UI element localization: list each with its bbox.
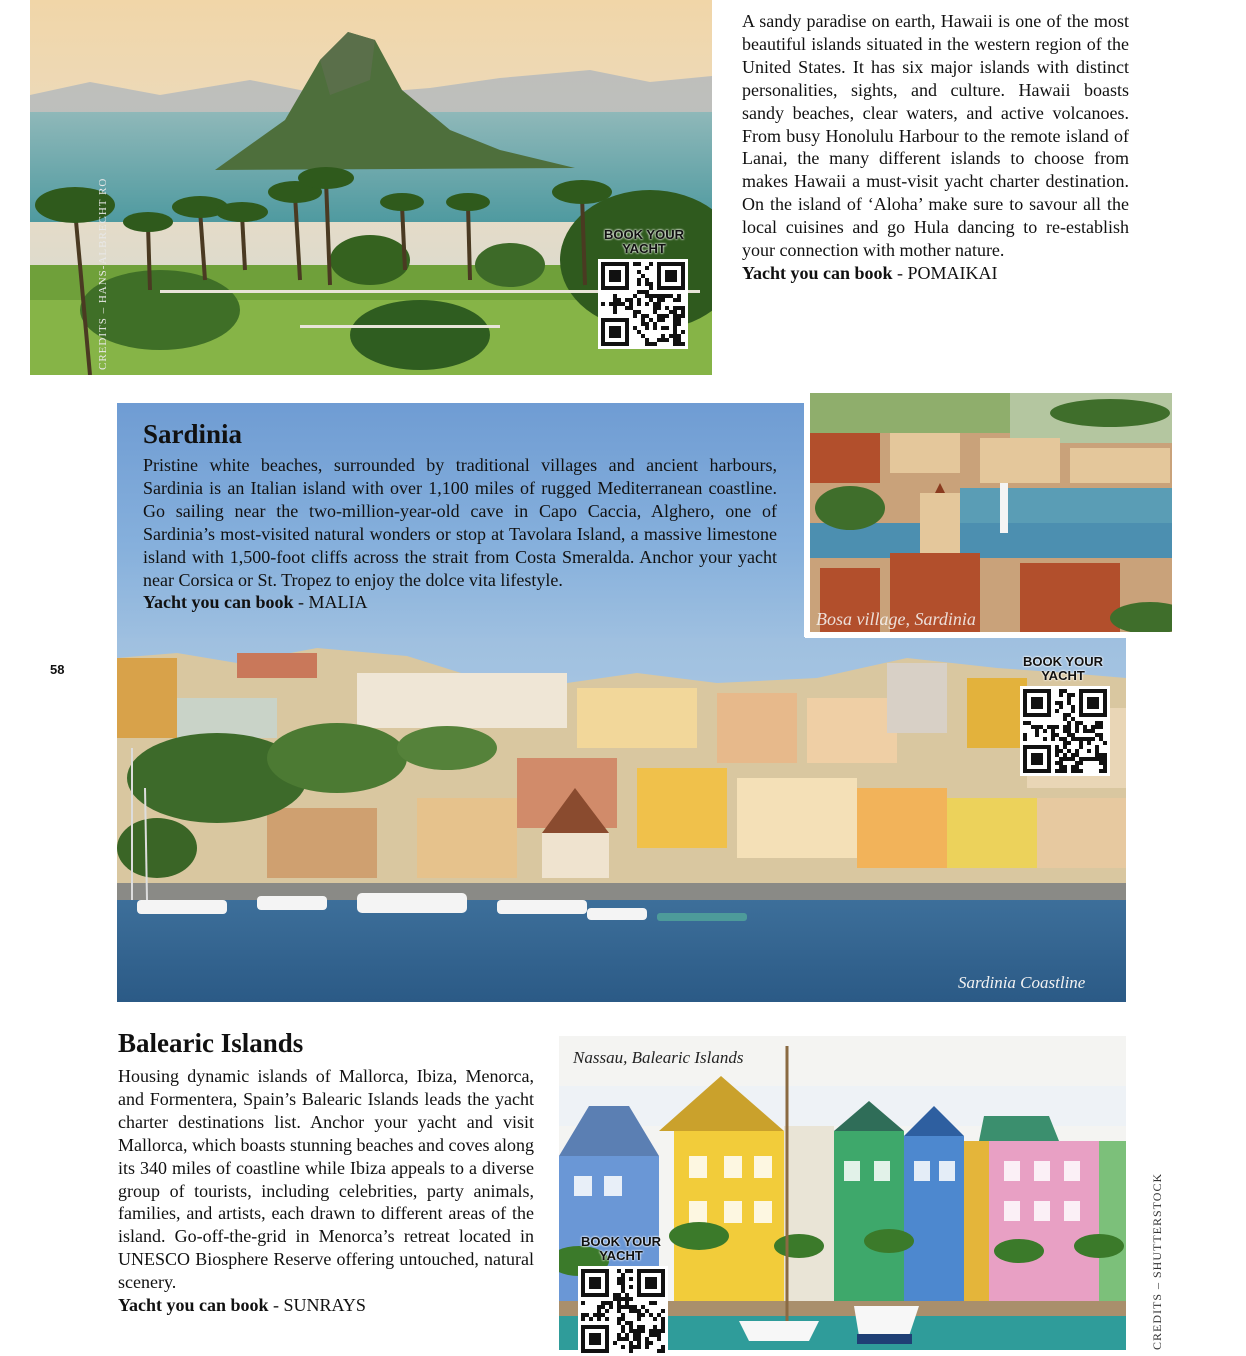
balearic-qr-label-line1: BOOK YOUR (581, 1234, 661, 1249)
balearic-qr-code[interactable] (578, 1266, 668, 1356)
balearic-yacht-name: - SUNRAYS (273, 1295, 366, 1316)
sardinia-article (143, 421, 777, 614)
shutterstock-credit: CREDITS – SHUTTERSTOCK (1150, 1172, 1164, 1350)
sardinia-title: Sardinia (143, 419, 243, 449)
balearic-qr-label-line2: YACHT (599, 1248, 643, 1263)
sardinia-qr-code[interactable] (1020, 686, 1110, 776)
balearic-yacht-line (118, 1294, 534, 1317)
hawaii-qr-code[interactable] (598, 259, 688, 349)
sardinia-yacht-line (143, 591, 777, 614)
hawaii-qr-label-line2: YACHT (622, 241, 666, 256)
sardinia-yacht-label: Yacht you can book (143, 592, 294, 613)
hawaii-article (742, 10, 1129, 285)
sardinia-qr-label-line1: BOOK YOUR (1023, 654, 1103, 669)
hawaii-qr-label (596, 228, 692, 256)
hawaii-qr-label-line1: BOOK YOUR (604, 227, 684, 242)
sardinia-qr-label (1015, 655, 1111, 683)
hawaii-yacht-label: Yacht you can book (742, 262, 893, 283)
balearic-paragraph: Housing dynamic islands of Mallorca, Ibiza, Menorca, and Formentera, Spain’s Balearic Islands leads the yacht charter destinations list. Anchor your yacht and visit Mallorca, which boasts stunning beaches and coves along its 340 miles of coastline while Ibiza appeals to a diverse group of tourists, including celebrities, party animals, families, and artists, each drawn to different areas of the island. Go-off-the-grid in Menorca’s retreat located in UNESCO Biosphere Reserve offering untouched, natural scenery. (118, 1066, 534, 1293)
sardinia-qr-label-line2: YACHT (1041, 668, 1085, 683)
hawaii-yacht-name: - POMAIKAI (897, 262, 998, 283)
hawaii-photo-credit: CREDITS – HANS-ALBRECHT RO (97, 177, 109, 370)
sardinia-coast-caption: Sardinia Coastline (958, 973, 1086, 992)
sardinia-coast-photo (117, 638, 1126, 1002)
sardinia-yacht-name: - MALIA (298, 592, 368, 613)
sardinia-paragraph: Pristine white beaches, surrounded by traditional villages and ancient harbours, Sardinia is an Italian island with over 1,100 miles of rugged Mediterranean coastline. Go sailing near the two-million-year-old cave in Capo Caccia, Alghero, one of Sardinia’s most-visited natural wonders or stop at Tavolara Island, a massive limestone island with 1,500-foot cliffs across the strait from Costa Smeralda. Anchor your yacht near Corsica or St. Tropez to enjoy the dolce vita lifestyle. (143, 455, 777, 590)
balearic-title: Balearic Islands (118, 1028, 304, 1058)
page-number: 58 (50, 662, 65, 677)
balearic-qr-label (573, 1235, 669, 1263)
sardinia-inset-photo (810, 393, 1172, 632)
balearic-article (118, 1030, 534, 1317)
hawaii-yacht-line (742, 262, 1129, 285)
balearic-yacht-label: Yacht you can book (118, 1295, 269, 1316)
sardinia-inset-caption: Bosa village, Sardinia (816, 609, 976, 629)
balearic-photo-caption: Nassau, Balearic Islands (573, 1048, 744, 1067)
hawaii-paragraph: A sandy paradise on earth, Hawaii is one of the most beautiful islands situated in the western region of the United States. It has six major islands with distinct personalities, sights, and culture. Hawaii boasts sandy beaches, clear waters, and active volcanoes. From busy Honolulu Harbour to the remote island of Lanai, the many different islands to choose from makes Hawaii a must-visit yacht charter destination. On the island of ‘Aloha’ make sure to savour all the local cuisines and go Hula dancing to re-establish your connection with mother nature. (742, 11, 1129, 261)
